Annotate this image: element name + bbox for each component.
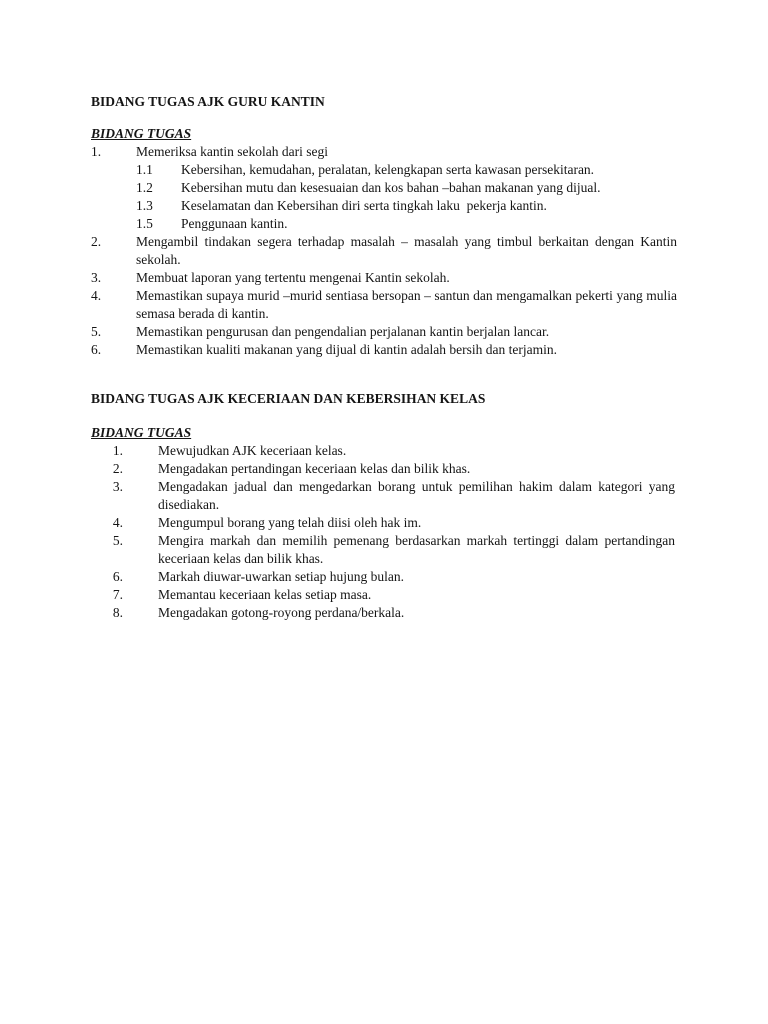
item-text: Memeriksa kantin sekolah dari segi bbox=[136, 144, 328, 159]
section-subtitle: BIDANG TUGAS bbox=[91, 126, 192, 141]
sub-item-text: Kebersihan, kemudahan, peralatan, kelengkapan serta kawasan persekitaran. bbox=[181, 162, 595, 177]
section-ajk-keceriaan-kelas bbox=[91, 390, 677, 622]
item-text: Mengumpul borang yang telah diisi oleh hak im. bbox=[158, 515, 422, 530]
sub-item-number: 1.3 bbox=[136, 198, 153, 213]
list-item bbox=[91, 478, 677, 514]
item-text: Mengambil tindakan segera terhadap masalah – masalah yang timbul berkaitan dengan Kantin sekolah. bbox=[136, 234, 681, 267]
sub-item-number: 1.5 bbox=[136, 216, 153, 231]
item-text: Memastikan supaya murid –murid sentiasa bersopan – santun dan mengamalkan pekerti yang mulia semasa berada di kantin. bbox=[136, 288, 681, 321]
item-text: Mengadakan gotong-royong perdana/berkala. bbox=[158, 605, 405, 620]
list-item bbox=[91, 460, 677, 478]
item-text: Memantau keceriaan kelas setiap masa. bbox=[158, 587, 372, 602]
item-number: 2. bbox=[112, 461, 123, 476]
item-number: 5. bbox=[91, 324, 102, 339]
sub-item-text: Penggunaan kantin. bbox=[181, 216, 288, 231]
section-subtitle-row bbox=[91, 125, 677, 143]
document-page bbox=[91, 93, 681, 622]
item-number: 1. bbox=[91, 144, 102, 159]
sub-list-item bbox=[136, 197, 677, 215]
item-text: Mengadakan pertandingan keceriaan kelas dan bilik khas. bbox=[158, 461, 471, 476]
sub-item-text: Kebersihan mutu dan kesesuaian dan kos bahan –bahan makanan yang dijual. bbox=[181, 180, 601, 195]
item-text: Mewujudkan AJK keceriaan kelas. bbox=[158, 443, 347, 458]
item-number: 5. bbox=[112, 533, 123, 548]
item-text: Memastikan pengurusan dan pengendalian perjalanan kantin berjalan lancar. bbox=[136, 324, 550, 339]
sub-list-item bbox=[136, 179, 677, 197]
list-item bbox=[91, 568, 677, 586]
item-number: 8. bbox=[112, 605, 123, 620]
list-item bbox=[91, 341, 677, 359]
item-number: 1. bbox=[112, 443, 123, 458]
list-item-group bbox=[91, 143, 677, 233]
sub-list-item bbox=[136, 215, 677, 233]
sub-item-number: 1.2 bbox=[136, 180, 153, 195]
item-text: Markah diuwar-uwarkan setiap hujung bulan. bbox=[158, 569, 405, 584]
item-text: Membuat laporan yang tertentu mengenai Kantin sekolah. bbox=[136, 270, 450, 285]
section-ajk-guru-kantin bbox=[91, 93, 681, 359]
sub-list-item bbox=[136, 161, 677, 179]
list-item bbox=[91, 269, 677, 287]
item-number: 4. bbox=[112, 515, 123, 530]
duty-list bbox=[91, 143, 681, 359]
item-number: 6. bbox=[112, 569, 123, 584]
item-text: Mengadakan jadual dan mengedarkan borang untuk pemilihan hakim dalam kategori yang disediakan. bbox=[158, 479, 679, 512]
list-item bbox=[91, 233, 681, 269]
list-item bbox=[91, 323, 677, 341]
item-text: Mengira markah dan memilih pemenang berdasarkan markah tertinggi dalam pertandingan keceriaan kelas dan bilik khas. bbox=[158, 533, 679, 566]
sub-item-text: Keselamatan dan Kebersihan diri serta tingkah laku pekerja kantin. bbox=[181, 198, 547, 213]
list-item bbox=[91, 514, 677, 532]
sub-item-number: 1.1 bbox=[136, 162, 153, 177]
section-title: BIDANG TUGAS AJK KECERIAAN DAN KEBERSIHAN KELAS bbox=[91, 391, 486, 406]
item-text: Memastikan kualiti makanan yang dijual di kantin adalah bersih dan terjamin. bbox=[136, 342, 558, 357]
duty-list bbox=[91, 442, 677, 622]
item-number: 3. bbox=[91, 270, 102, 285]
section-subtitle: BIDANG TUGAS bbox=[91, 425, 192, 440]
item-number: 6. bbox=[91, 342, 102, 357]
item-number: 4. bbox=[91, 288, 102, 303]
section-title: BIDANG TUGAS AJK GURU KANTIN bbox=[91, 94, 325, 109]
list-item bbox=[91, 287, 681, 323]
item-number: 3. bbox=[112, 479, 123, 494]
list-item bbox=[91, 532, 677, 568]
item-number: 2. bbox=[91, 234, 102, 249]
list-item bbox=[91, 586, 677, 604]
list-item bbox=[91, 442, 677, 460]
list-item bbox=[91, 604, 677, 622]
item-number: 7. bbox=[112, 587, 123, 602]
section-subtitle-row bbox=[91, 424, 677, 442]
list-item bbox=[91, 143, 677, 161]
